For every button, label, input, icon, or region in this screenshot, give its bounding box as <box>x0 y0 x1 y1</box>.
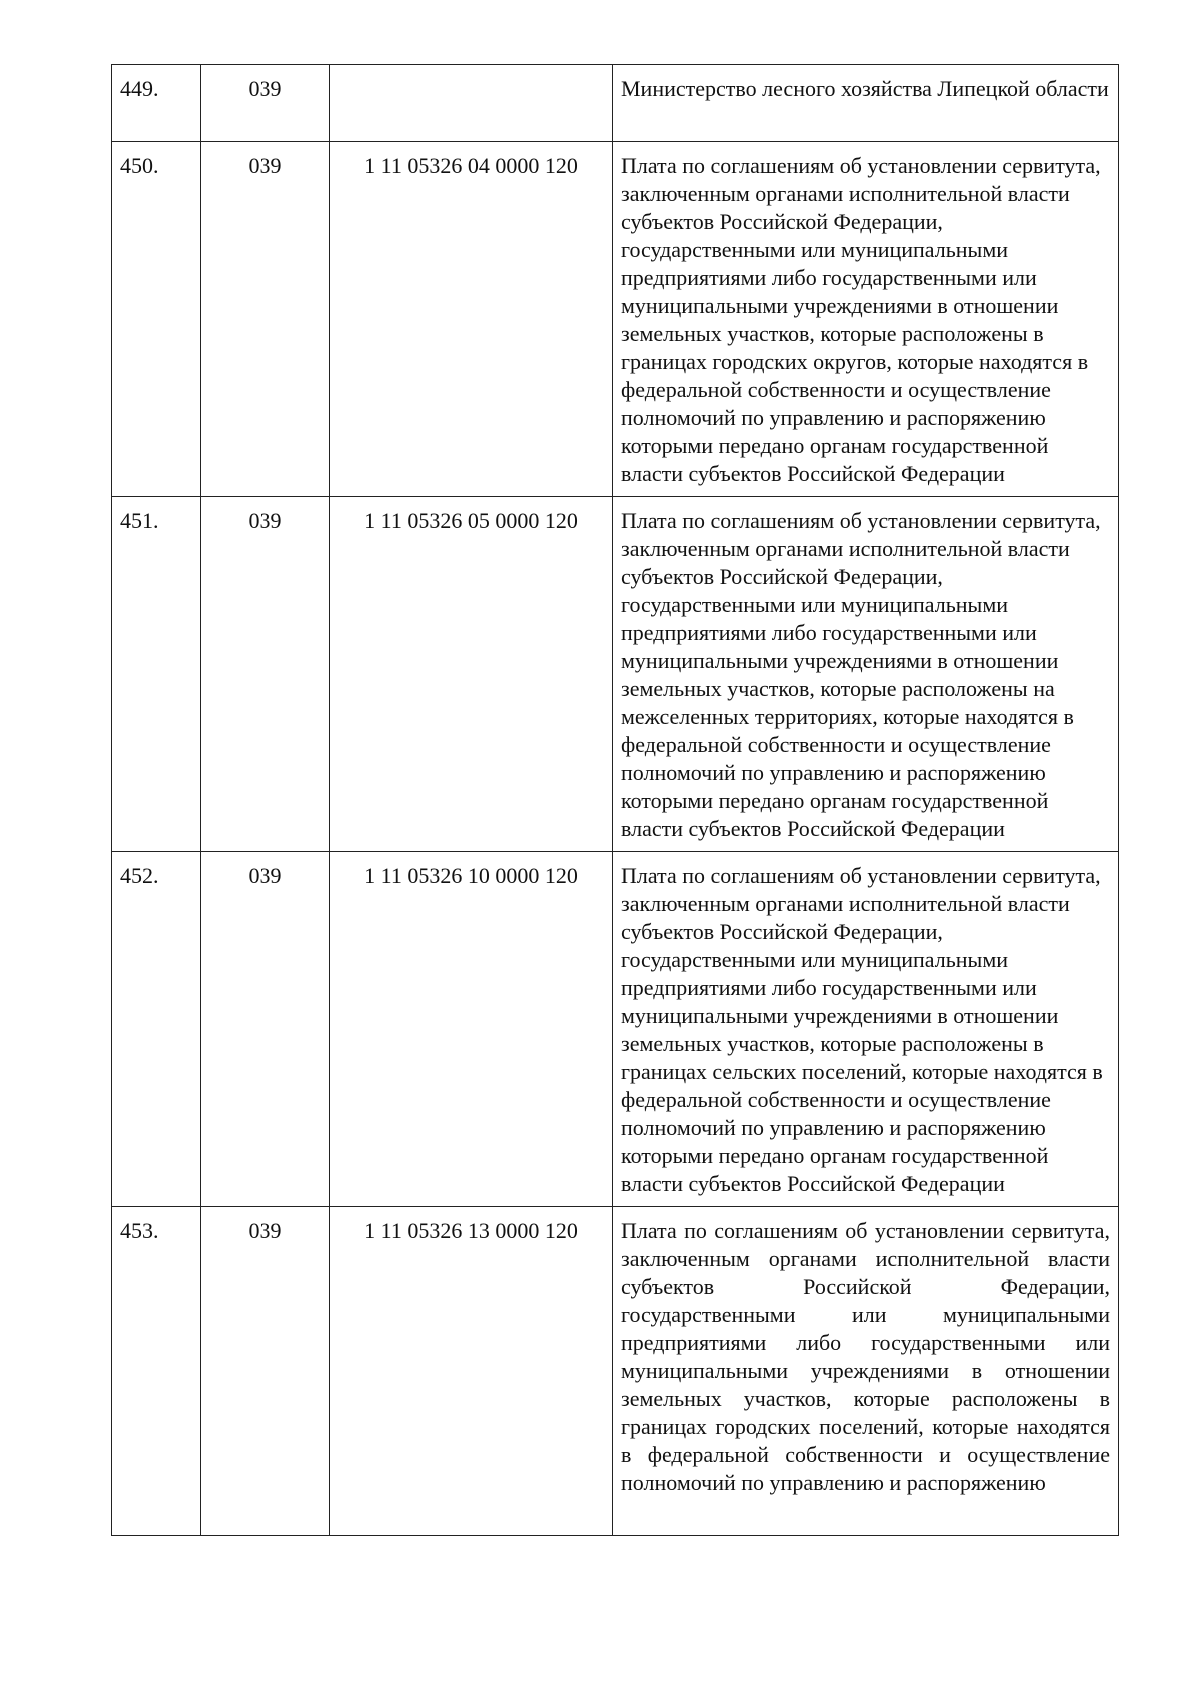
budget-classification-code: 1 11 05326 13 0000 120 <box>330 1207 613 1536</box>
row-number: 449. <box>112 65 201 142</box>
table-row <box>112 852 1119 1207</box>
row-number: 450. <box>112 142 201 497</box>
row-number: 452. <box>112 852 201 1207</box>
budget-classification-code <box>330 65 613 142</box>
admin-code: 039 <box>201 142 330 497</box>
budget-classification-code: 1 11 05326 05 0000 120 <box>330 497 613 852</box>
revenue-description: Плата по соглашениям об установлении сервитута, заключенным органами исполнительной власти субъектов Российской Федерации, государственными или муниципальными предприятиями либо государственными или муниципальными учреждениями в отношении земельных участков, которые расположены в границах сельских поселений, которые находятся в федеральной собственности и осуществление полномочий по управлению и распоряжению которыми передано органам государственной власти субъектов Российской Федерации <box>613 852 1119 1207</box>
admin-code: 039 <box>201 65 330 142</box>
revenue-description: Министерство лесного хозяйства Липецкой области <box>613 65 1119 142</box>
admin-code: 039 <box>201 852 330 1207</box>
table-row <box>112 142 1119 497</box>
budget-classification-code: 1 11 05326 04 0000 120 <box>330 142 613 497</box>
table-row <box>112 497 1119 852</box>
revenue-description: Плата по соглашениям об установлении сервитута, заключенным органами исполнительной власти субъектов Российской Федерации, государственными или муниципальными предприятиями либо государственными или муниципальными учреждениями в отношении земельных участков, которые расположены на межселенных территориях, которые находятся в федеральной собственности и осуществление полномочий по управлению и распоряжению которыми передано органам государственной власти субъектов Российской Федерации <box>613 497 1119 852</box>
table-row <box>112 1207 1119 1536</box>
row-number: 453. <box>112 1207 201 1536</box>
admin-code: 039 <box>201 1207 330 1536</box>
revenue-description: Плата по соглашениям об установлении сервитута, заключенным органами исполнительной власти субъектов Российской Федерации, государственными или муниципальными предприятиями либо государственными или муниципальными учреждениями в отношении земельных участков, которые расположены в границах городских округов, которые находятся в федеральной собственности и осуществление полномочий по управлению и распоряжению которыми передано органам государственной власти субъектов Российской Федерации <box>613 142 1119 497</box>
revenue-codes-table <box>111 64 1119 1536</box>
revenue-description: Плата по соглашениям об установлении сервитута, заключенным органами исполнительной власти субъектов Российской Федерации, государственными или муниципальными предприятиями либо государственными или муниципальными учреждениями в отношении земельных участков, которые расположены в границах городских поселений, которые находятся в федеральной собственности и осуществление полномочий по управлению и распоряжению <box>613 1207 1119 1536</box>
admin-code: 039 <box>201 497 330 852</box>
row-number: 451. <box>112 497 201 852</box>
budget-classification-code: 1 11 05326 10 0000 120 <box>330 852 613 1207</box>
table-row <box>112 65 1119 142</box>
